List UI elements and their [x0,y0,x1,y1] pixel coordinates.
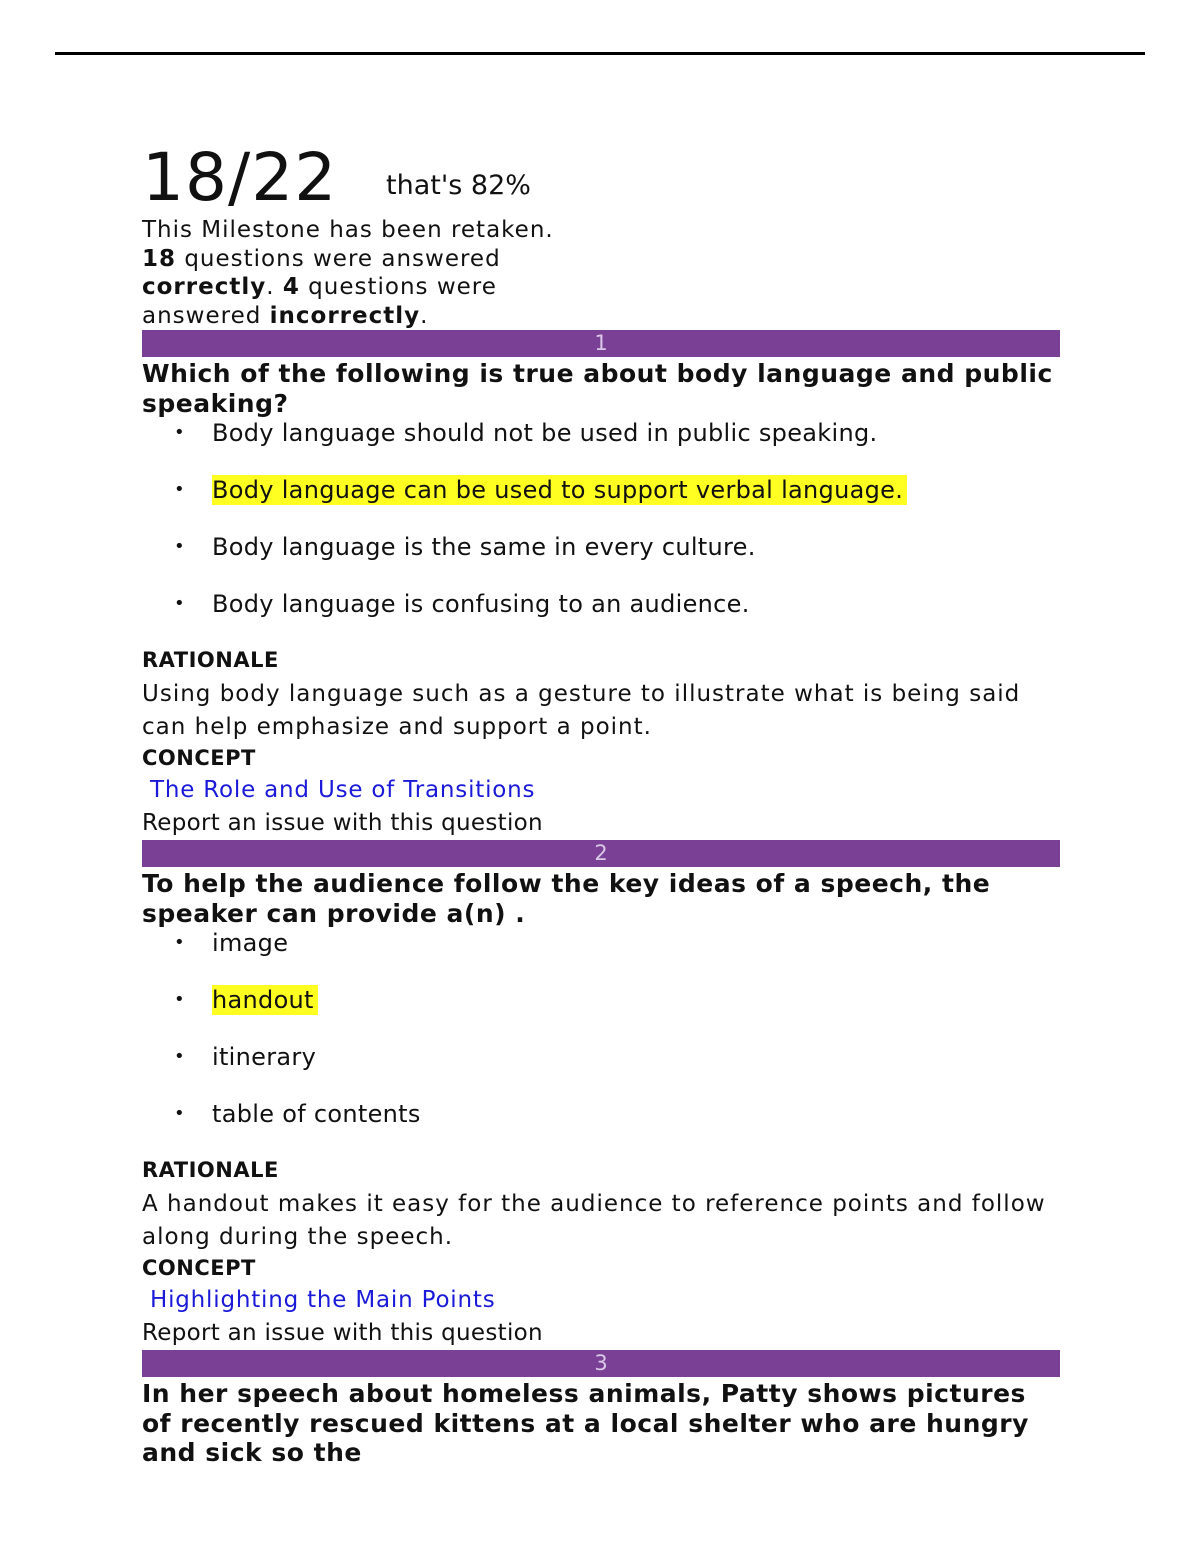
bullet-icon: • [174,593,185,614]
score-header [142,140,1060,216]
retake-note: This Milestone has been retaken. [142,217,554,243]
answer-option-label: handout [212,985,318,1015]
bullet-icon: • [174,536,185,557]
score-fraction: 18/22 [142,139,338,216]
bullet-icon: • [174,479,185,500]
answer-option[interactable] [142,1042,1060,1099]
answer-option-label: table of contents [212,1100,421,1128]
document-body [142,140,1060,1468]
answer-option[interactable] [142,1099,1060,1156]
question-text: To help the audience follow the key ideas of a speech, the speaker can provide a(n) . [142,869,991,928]
bullet-icon: • [174,422,185,443]
concept-heading: CONCEPT [142,1256,256,1280]
incorrect-count: 4 [282,274,300,300]
question-number-bar: 3 [142,1350,1060,1377]
score-percent: that's 82% [386,170,531,201]
concept-link[interactable]: Highlighting the Main Points [150,1287,496,1313]
question-block-3 [142,1350,1060,1468]
bullet-icon: • [174,1103,185,1124]
answer-option-label: Body language should not be used in public speaking. [212,419,878,447]
answer-option-label: Body language is the same in every culture. [212,533,756,561]
summary-text: questions were answered [176,245,501,272]
answer-options [142,928,1060,1156]
bullet-icon: • [174,932,185,953]
question-block-2 [142,840,1060,1350]
correct-count: 18 [142,245,177,272]
answer-option[interactable] [142,418,1060,475]
question-text: Which of the following is true about body language and public speaking? [142,359,1053,418]
summary-text: . [420,302,429,329]
rationale-text: A handout makes it easy for the audience to reference points and follow along during the speech. [142,1191,1046,1250]
rationale-heading: RATIONALE [142,648,279,672]
bullet-icon: • [174,989,185,1010]
question-text: In her speech about homeless animals, Patty shows pictures of recently rescued kittens at a local shelter who are hungry and sick so the [142,1379,1029,1467]
answer-option-label: Body language can be used to support verbal language. [212,475,907,505]
bullet-icon: • [174,1046,185,1067]
question-block-1 [142,330,1060,840]
report-issue-link[interactable]: Report an issue with this question [142,1320,543,1346]
incorrect-word: incorrectly [269,302,421,329]
top-rule [55,52,1145,55]
question-number-bar: 2 [142,840,1060,867]
answer-option[interactable] [142,928,1060,985]
answer-option-label: image [212,929,289,957]
question-number-bar: 1 [142,330,1060,357]
answer-option-correct[interactable] [142,985,1060,1042]
concept-heading: CONCEPT [142,746,256,770]
answer-option-correct[interactable] [142,475,1060,532]
report-issue-link[interactable]: Report an issue with this question [142,810,543,836]
rationale-text: Using body language such as a gesture to illustrate what is being said can help emphasize and support a point. [142,681,1021,740]
correct-word: correctly [142,274,267,300]
summary-text: . [266,274,283,300]
concept-link[interactable]: The Role and Use of Transitions [150,777,536,803]
answer-option-label: Body language is confusing to an audience. [212,590,750,618]
answer-option-label: itinerary [212,1043,317,1071]
answer-option[interactable] [142,532,1060,589]
summary-text: questions were answered [142,274,497,329]
score-summary [142,216,612,330]
answer-option[interactable] [142,589,1060,646]
rationale-heading: RATIONALE [142,1158,279,1182]
answer-options [142,418,1060,646]
